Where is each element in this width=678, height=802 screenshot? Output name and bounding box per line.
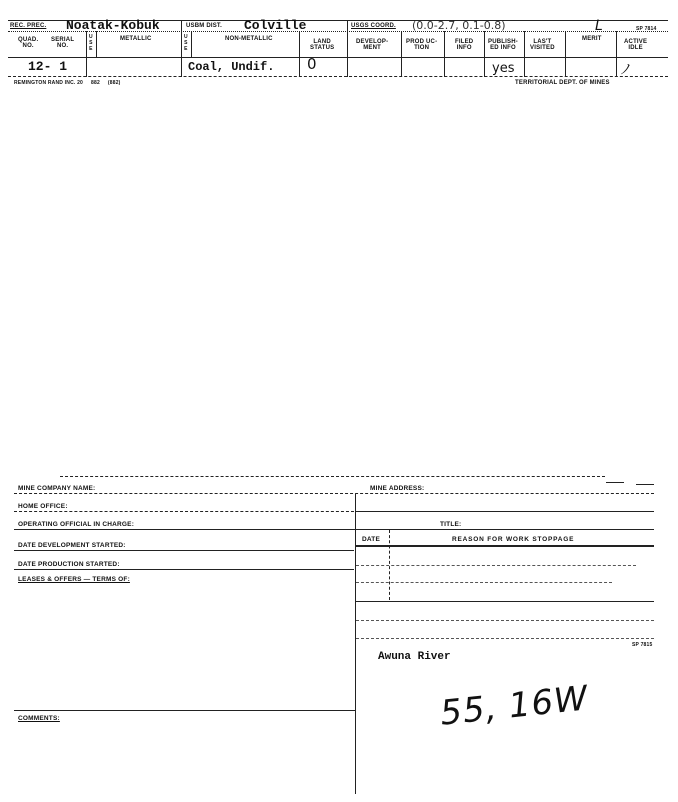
divider <box>14 550 354 551</box>
divider <box>14 511 354 512</box>
merit-label: MERIT <box>582 36 602 42</box>
metallic-label: METALLIC <box>120 36 152 42</box>
divider <box>96 31 97 57</box>
divider <box>356 620 654 621</box>
use-nonmetallic-label: U S E <box>184 34 188 52</box>
title-label: TITLE: <box>440 521 462 528</box>
divider <box>14 569 354 570</box>
usbm-dist-value: Colville <box>244 18 307 33</box>
divider <box>356 638 654 639</box>
divider <box>444 31 445 77</box>
location-note: Awuna River <box>378 651 451 663</box>
bottom-card-top-edge <box>60 476 605 477</box>
published-info-label: PUBLISH- ED INFO <box>488 39 518 51</box>
date-production-label: DATE PRODUCTION STARTED: <box>18 561 120 568</box>
divider <box>565 31 566 77</box>
divider <box>524 31 525 77</box>
active-idle-check: ノ <box>619 62 633 78</box>
non-metallic-value: Coal, Undif. <box>188 60 275 74</box>
divider <box>181 20 182 77</box>
divider <box>636 484 654 485</box>
top-card-bottom-line <box>8 76 668 77</box>
reason-header-label: REASON FOR WORK STOPPAGE <box>452 536 575 543</box>
divider <box>356 601 654 602</box>
development-label: DEVELOP- MENT <box>356 39 389 51</box>
printer-footer: REMINGTON RAND INC. 20 882 (882) <box>14 80 121 86</box>
mine-company-name-label: MINE COMPANY NAME: <box>18 485 96 492</box>
divider <box>606 482 624 483</box>
home-office-label: HOME OFFICE: <box>18 503 68 510</box>
divider <box>356 565 636 566</box>
production-label: PROD UC- TION <box>406 39 438 51</box>
handwritten-note: 55, 16W <box>438 678 591 734</box>
filed-info-label: FILED INFO <box>455 39 474 51</box>
divider <box>347 20 348 77</box>
active-idle-label: ACTIVE IDLE <box>624 39 648 51</box>
divider <box>356 582 612 583</box>
dept-footer: TERRITORIAL DEPT. OF MINES <box>515 80 610 86</box>
merit-mark: L <box>595 18 603 34</box>
serial-no-label: SERIAL NO. <box>51 37 75 49</box>
rec-prec-label: REC. PREC. <box>10 23 47 29</box>
date-development-label: DATE DEVELOPMENT STARTED: <box>18 542 126 549</box>
operating-official-label: OPERATING OFFICIAL IN CHARGE: <box>18 521 135 528</box>
comments-label: COMMENTS: <box>18 715 60 722</box>
date-header-label: DATE <box>362 536 381 543</box>
usbm-dist-label: USBM DIST. <box>186 23 223 29</box>
divider <box>14 710 355 711</box>
top-card-subheader-divider <box>8 57 668 58</box>
usgs-coord-value: (0.0-2.7, 0.1-0.8) <box>412 19 506 32</box>
divider <box>299 31 300 77</box>
bottom-form-number: SP 7815 <box>632 642 653 648</box>
mine-address-label: MINE ADDRESS: <box>370 485 425 492</box>
use-metallic-label: U S E <box>89 34 93 52</box>
top-form-number: SP 7814 <box>636 26 657 32</box>
leases-label: LEASES & OFFERS — TERMS OF: <box>18 576 130 583</box>
land-status-label: LAND STATUS <box>310 39 335 51</box>
divider <box>356 511 654 512</box>
divider <box>14 493 654 494</box>
divider <box>86 31 87 77</box>
divider <box>616 31 617 77</box>
non-metallic-label: NON-METALLIC <box>225 36 273 42</box>
last-visited-label: LAS'T VISITED <box>530 39 555 51</box>
rec-prec-value: Noatak-Kobuk <box>66 18 160 33</box>
usgs-coord-label: USGS COORD. <box>351 23 396 29</box>
published-info-value: yes <box>492 61 515 76</box>
divider <box>484 31 485 77</box>
divider <box>401 31 402 77</box>
divider <box>191 31 192 57</box>
divider <box>14 529 654 530</box>
land-status-value: 0 <box>307 55 317 73</box>
quad-no-label: QUAD. NO. <box>18 37 39 49</box>
divider <box>355 494 356 794</box>
quad-serial-value: 12- 1 <box>28 59 68 74</box>
divider <box>356 545 654 547</box>
